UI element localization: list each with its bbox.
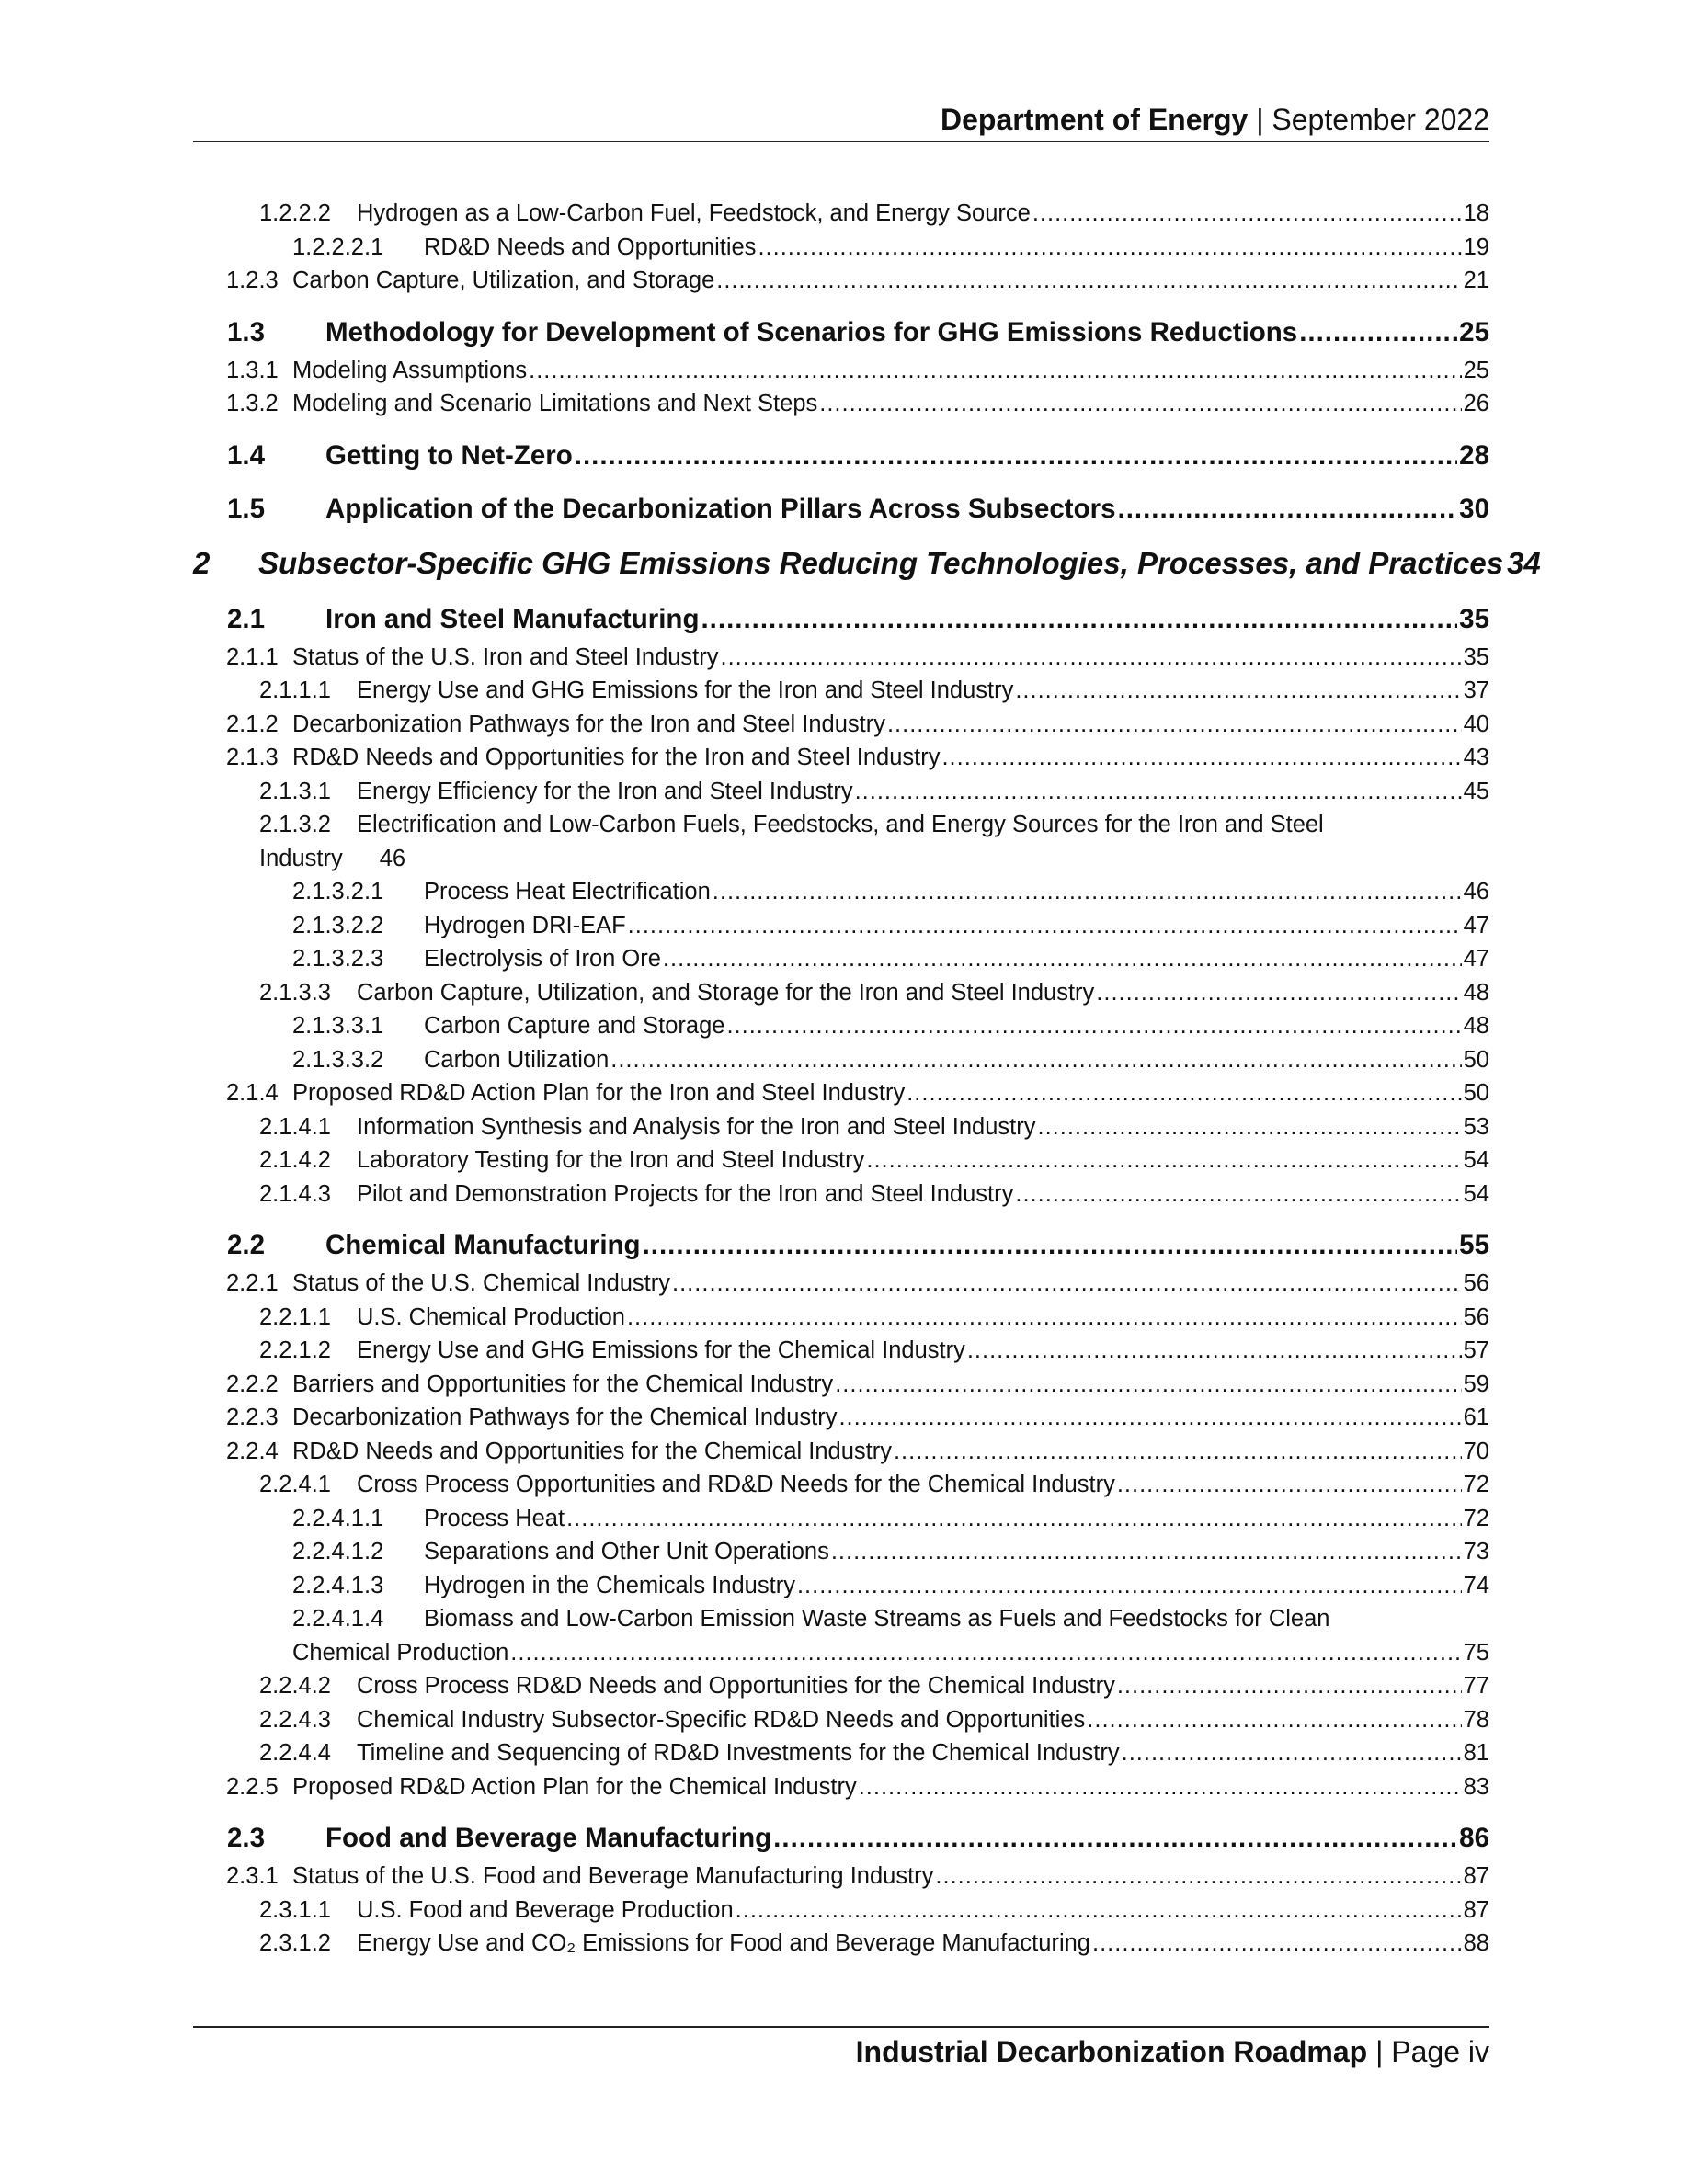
toc-entry-number: 2.2.5 — [226, 1773, 279, 1800]
toc-entry[interactable] — [193, 542, 1541, 585]
toc-leader-dots — [1015, 1177, 1461, 1211]
toc-entry-number: 2.2.2 — [226, 1371, 279, 1397]
toc-entry-page: 83 — [1463, 1773, 1489, 1800]
toc-entry-title: U.S. Chemical Production — [357, 1303, 625, 1330]
toc-entry-title: Hydrogen DRI-EAF — [424, 912, 626, 938]
toc-entry-number: 2.1.3.2.3 — [292, 946, 384, 972]
toc-entry[interactable] — [193, 1602, 1489, 1636]
toc-entry-page: 53 — [1463, 1113, 1489, 1140]
toc-entry-title: Energy Efficiency for the Iron and Steel Industry — [357, 778, 853, 804]
toc-leader-dots — [575, 438, 1457, 474]
toc-leader-dots — [887, 708, 1462, 742]
toc-entry-page: 55 — [1459, 1230, 1489, 1260]
toc-entry-title: Status of the U.S. Iron and Steel Industry — [292, 643, 719, 670]
toc-entry-number: 2.2 — [227, 1230, 266, 1260]
toc-entry-title: Energy Use and GHG Emissions for the Iron and Steel Industry — [357, 677, 1014, 703]
toc-entry-page: 25 — [1463, 357, 1489, 383]
toc-entry-number: 2.2.4.3 — [259, 1706, 331, 1733]
toc-entry-title: Energy Use and GHG Emissions for the Chemical Industry — [357, 1337, 965, 1363]
toc-entry-number: 2 — [193, 545, 211, 580]
toc-leader-dots — [907, 1076, 1461, 1110]
toc-entry-title: RD&D Needs and Opportunities for the Iron and Steel Industry — [292, 745, 941, 770]
toc-entry-page: 81 — [1463, 1740, 1489, 1766]
toc-entry-title: Status of the U.S. Food and Beverage Manufacturing Industry — [292, 1863, 934, 1889]
header-org: Department of Energy — [941, 103, 1249, 136]
toc-entry-page: 47 — [1463, 946, 1489, 972]
toc-entry-title: Pilot and Demonstration Projects for the Iron and Steel Industry — [357, 1180, 1014, 1207]
toc-leader-dots — [967, 1334, 1462, 1368]
toc-entry-page: 46 — [379, 845, 406, 871]
toc-entry-title: Subsector-Specific GHG Emissions Reducing Technologies, Processes, and Practices — [258, 545, 1504, 580]
toc-leader-dots — [835, 1368, 1461, 1402]
toc-entry[interactable] — [193, 1177, 1489, 1211]
toc-entry-page: 19 — [1463, 233, 1489, 260]
toc-entry-number: 1.2.2.2 — [259, 200, 331, 226]
toc-entry-page: 50 — [1463, 1080, 1489, 1106]
toc-entry-title: Cross Process Opportunities and RD&D Needs for the Chemical Industry — [357, 1472, 1115, 1497]
toc-leader-dots — [643, 1227, 1458, 1264]
toc-entry-number: 2.2.4.1.4 — [292, 1606, 384, 1632]
header-date: September 2022 — [1272, 103, 1489, 136]
toc-entry-page: 75 — [1463, 1639, 1489, 1666]
toc-entry-page: 28 — [1459, 439, 1489, 471]
toc-entry-page: 56 — [1463, 1303, 1489, 1330]
toc-entry-number: 2.3.1 — [226, 1863, 279, 1889]
toc-entry-number: 2.1.3.1 — [259, 778, 331, 804]
toc-entry[interactable] — [193, 314, 1489, 351]
toc-entry-page: 72 — [1463, 1505, 1489, 1531]
toc-entry-page: 72 — [1463, 1472, 1489, 1497]
toc-leader-dots — [716, 264, 1461, 298]
toc-entry-title: Process Heat — [424, 1505, 565, 1531]
toc-entry[interactable] — [193, 197, 1489, 231]
toc-entry[interactable] — [193, 1227, 1489, 1264]
toc-entry-title: Carbon Capture, Utilization, and Storage — [292, 267, 715, 293]
toc-entry-title: Decarbonization Pathways for the Chemical Industry — [292, 1405, 838, 1430]
toc-entry[interactable] — [193, 1535, 1489, 1569]
toc-entry-page: 43 — [1463, 745, 1489, 770]
toc-entry[interactable] — [193, 1301, 1489, 1335]
toc-leader-dots — [819, 387, 1461, 421]
toc-entry[interactable] — [193, 775, 1489, 809]
toc-entry-page: 61 — [1463, 1405, 1489, 1430]
toc-entry[interactable] — [193, 942, 1489, 976]
toc-leader-dots — [672, 1267, 1462, 1301]
toc-leader-dots — [797, 1569, 1462, 1603]
toc-entry-title: Energy Use and CO₂ Emissions for Food and Beverage Manufacturing — [357, 1930, 1090, 1956]
toc-entry-number: 2.2.4.1.2 — [292, 1539, 384, 1564]
toc-entry-page: 86 — [1459, 1823, 1489, 1853]
toc-entry-number: 2.3.1.1 — [259, 1896, 331, 1923]
toc-entry-number: 2.1.3.2 — [259, 812, 331, 837]
toc-entry-number: 2.2.3 — [226, 1405, 279, 1430]
toc-entry[interactable] — [193, 231, 1489, 265]
toc-entry-page: 87 — [1463, 1896, 1489, 1923]
toc-leader-dots — [1015, 674, 1461, 708]
toc-entry-title: Carbon Capture and Storage — [424, 1013, 725, 1039]
toc-entry-title: Modeling and Scenario Limitations and Next Steps — [292, 391, 818, 416]
toc-entry-number: 2.1.3.2.2 — [292, 912, 384, 938]
toc-entry-page: 54 — [1463, 1147, 1489, 1173]
toc-entry-number: 1.3 — [227, 316, 266, 347]
toc-entry-page: 56 — [1463, 1270, 1489, 1296]
toc-entry[interactable] — [193, 1043, 1489, 1077]
toc-entry-title: Hydrogen in the Chemicals Industry — [424, 1572, 795, 1598]
toc-entry-continuation[interactable] — [193, 1636, 1489, 1670]
toc-entry-title: Hydrogen as a Low-Carbon Fuel, Feedstock, and Energy Source — [357, 200, 1031, 226]
toc-entry[interactable] — [193, 1468, 1489, 1502]
toc-entry-number: 2.1.3.3.2 — [292, 1046, 384, 1073]
toc-entry[interactable] — [193, 1009, 1489, 1043]
toc-entry-title: Getting to Net-Zero — [325, 439, 573, 471]
toc-leader-dots — [663, 942, 1462, 976]
toc-entry-number: 2.3.1.2 — [259, 1930, 331, 1956]
footer-page: Page iv — [1391, 2035, 1489, 2068]
toc-entry-page: 74 — [1463, 1572, 1489, 1598]
toc-leader-dots — [529, 354, 1461, 388]
toc-leader-dots — [935, 1860, 1461, 1894]
toc-leader-dots — [701, 601, 1457, 638]
toc-entry[interactable] — [193, 808, 1489, 842]
toc-leader-dots — [1092, 1927, 1462, 1961]
toc-entry-page: 73 — [1463, 1539, 1489, 1564]
toc-entry-number: 2.2.1 — [226, 1270, 279, 1296]
toc-entry-number: 1.2.3 — [226, 267, 279, 293]
toc-leader-dots — [726, 1009, 1461, 1043]
toc-entry[interactable] — [193, 491, 1489, 528]
toc-leader-dots — [610, 1043, 1461, 1077]
toc-entry[interactable] — [193, 1569, 1489, 1603]
toc-entry-number: 2.2.4.1.3 — [292, 1572, 384, 1598]
toc-entry[interactable] — [193, 387, 1489, 421]
toc-entry-title: Proposed RD&D Action Plan for the Chemical Industry — [292, 1773, 857, 1800]
toc-entry-page: 35 — [1463, 643, 1489, 670]
toc-entry[interactable] — [193, 601, 1489, 638]
toc-leader-dots — [941, 741, 1461, 775]
toc-entry-number: 1.4 — [227, 439, 266, 471]
toc-entry-title: Barriers and Opportunities for the Chemical Industry — [292, 1371, 834, 1397]
toc-entry-title: Application of the Decarbonization Pillars Across Subsectors — [325, 493, 1116, 524]
toc-entry-number: 2.2.1.2 — [259, 1337, 331, 1363]
toc-entry-title-continuation: Industry — [259, 845, 343, 871]
toc-entry[interactable] — [193, 1860, 1489, 1894]
toc-entry-title-continuation: Chemical Production — [292, 1639, 509, 1666]
toc-entry-title: Timeline and Sequencing of RD&D Investments for the Chemical Industry — [357, 1740, 1120, 1766]
header-separator: | — [1256, 103, 1264, 136]
toc-entry[interactable] — [193, 1820, 1489, 1857]
page-footer — [193, 2031, 1489, 2072]
toc-entry-title: U.S. Food and Beverage Production — [357, 1896, 734, 1923]
toc-entry-page: 46 — [1463, 879, 1489, 904]
toc-leader-dots — [831, 1535, 1462, 1569]
toc-entry-page: 47 — [1463, 912, 1489, 938]
toc-entry-page: 40 — [1463, 711, 1489, 737]
toc-entry[interactable] — [193, 708, 1489, 742]
toc-entry-title: Modeling Assumptions — [292, 357, 528, 383]
toc-entry-page: 54 — [1463, 1180, 1489, 1207]
toc-leader-dots — [627, 1301, 1462, 1335]
toc-entry-number: 1.3.1 — [226, 357, 279, 383]
toc-leader-dots — [758, 231, 1461, 265]
toc-leader-dots — [1118, 491, 1458, 528]
toc-entry-title: Laboratory Testing for the Iron and Steel Industry — [357, 1147, 865, 1173]
toc-entry[interactable] — [193, 1927, 1489, 1961]
toc-entry-number: 2.1.3.3.1 — [292, 1013, 384, 1039]
toc-entry-number: 2.1.4.3 — [259, 1180, 331, 1207]
toc-entry-title: Chemical Industry Subsector-Specific RD&D Needs and Opportunities — [357, 1706, 1086, 1733]
toc-entry[interactable] — [193, 1368, 1489, 1402]
toc-entry-number: 2.2.4.1 — [259, 1472, 331, 1497]
toc-leader-dots — [855, 775, 1462, 809]
toc-leader-dots — [1122, 1736, 1462, 1770]
toc-entry-number: 2.2.1.1 — [259, 1303, 331, 1330]
toc-entry-continuation[interactable] — [193, 842, 1489, 876]
toc-entry-number: 2.1.3.3 — [259, 979, 331, 1006]
toc-entry-number: 2.1.3 — [226, 745, 279, 770]
toc-entry-page: 45 — [1463, 778, 1489, 804]
toc-entry-number: 2.1.1.1 — [259, 677, 331, 703]
toc-entry[interactable] — [193, 641, 1489, 675]
toc-leader-dots — [1038, 1110, 1462, 1144]
toc-leader-dots — [859, 1770, 1462, 1804]
toc-entry-title: Information Synthesis and Analysis for the Iron and Steel Industry — [357, 1113, 1036, 1140]
toc-entry-title: Food and Beverage Manufacturing — [325, 1823, 772, 1853]
toc-entry-page: 26 — [1463, 391, 1489, 416]
toc-entry[interactable] — [193, 1076, 1489, 1110]
toc-entry-page: 37 — [1463, 677, 1489, 703]
toc-entry-page: 30 — [1459, 493, 1489, 524]
toc-entry-number: 2.1.4.2 — [259, 1147, 331, 1173]
toc-entry-number: 2.3 — [227, 1823, 266, 1853]
toc-entry-title: Electrolysis of Iron Ore — [424, 946, 661, 972]
page-header — [193, 99, 1489, 140]
toc-entry[interactable] — [193, 354, 1489, 388]
toc-entry[interactable] — [193, 741, 1489, 775]
toc-entry-page: 59 — [1463, 1371, 1489, 1397]
toc-entry[interactable] — [193, 976, 1489, 1010]
toc-entry[interactable] — [193, 1736, 1489, 1770]
toc-entry-page: 70 — [1463, 1438, 1489, 1464]
toc-entry[interactable] — [193, 1669, 1489, 1703]
toc-leader-dots — [838, 1401, 1461, 1435]
toc-leader-dots — [628, 909, 1462, 943]
toc-entry-number: 2.1.2 — [226, 711, 279, 737]
toc-entry-page: 35 — [1459, 603, 1489, 634]
toc-entry-page: 77 — [1463, 1673, 1489, 1699]
toc-entry-number: 2.2.4.4 — [259, 1740, 331, 1766]
toc-entry-number: 2.2.4 — [226, 1438, 279, 1464]
toc-entry-page: 18 — [1463, 200, 1489, 226]
toc-leader-dots — [894, 1435, 1462, 1469]
toc-entry-title: Iron and Steel Manufacturing — [325, 603, 700, 634]
toc-entry-page: 78 — [1463, 1706, 1489, 1733]
toc-entry-number: 2.1.4.1 — [259, 1113, 331, 1140]
toc-leader-dots — [713, 875, 1462, 909]
toc-entry[interactable] — [193, 909, 1489, 943]
toc-entry-number: 2.1.1 — [226, 643, 279, 670]
toc-leader-dots — [736, 1894, 1462, 1928]
toc-entry-page: 34 — [1507, 545, 1541, 580]
toc-entry-number: 1.2.2.2.1 — [292, 233, 384, 260]
toc-entry-page: 57 — [1463, 1337, 1489, 1363]
toc-entry-page: 48 — [1463, 979, 1489, 1006]
toc-leader-dots — [1117, 1468, 1462, 1502]
toc-entry[interactable] — [193, 1143, 1489, 1177]
toc-entry-title: Proposed RD&D Action Plan for the Iron and Steel Industry — [292, 1080, 906, 1106]
toc-entry[interactable] — [193, 1502, 1489, 1536]
footer-separator: | — [1375, 2035, 1384, 2068]
toc-entry-title: Chemical Manufacturing — [325, 1230, 641, 1260]
toc-entry-title: Biomass and Low-Carbon Emission Waste Streams as Fuels and Feedstocks for Clean — [424, 1606, 1330, 1632]
footer-title: Industrial Decarbonization Roadmap — [855, 2035, 1368, 2068]
toc-entry-title: RD&D Needs and Opportunities — [424, 233, 757, 260]
footer-rule — [193, 2026, 1489, 2028]
toc-entry-number: 2.1 — [227, 603, 266, 634]
toc-leader-dots — [866, 1143, 1461, 1177]
toc-entry-number: 2.2.4.2 — [259, 1673, 331, 1699]
toc-entry[interactable] — [193, 438, 1489, 474]
toc-entry-number: 2.1.3.2.1 — [292, 879, 384, 904]
toc-entry-title: Status of the U.S. Chemical Industry — [292, 1270, 671, 1296]
toc-leader-dots — [721, 641, 1462, 675]
toc-entry[interactable] — [193, 1894, 1489, 1928]
toc-entry[interactable] — [193, 674, 1489, 708]
toc-entry-number: 1.3.2 — [226, 391, 279, 416]
toc-entry-title: Separations and Other Unit Operations — [424, 1539, 829, 1564]
toc-leader-dots — [510, 1636, 1461, 1670]
toc-entry-title: Electrification and Low-Carbon Fuels, Feedstocks, and Energy Sources for the Iron and Steel — [357, 812, 1324, 837]
toc-entry-title: Carbon Capture, Utilization, and Storage for the Iron and Steel Industry — [357, 979, 1095, 1006]
toc-entry-page: 50 — [1463, 1046, 1489, 1073]
toc-entry-number: 2.1.4 — [226, 1080, 279, 1106]
toc-leader-dots — [1096, 976, 1461, 1010]
toc-entry[interactable] — [193, 875, 1489, 909]
toc-leader-dots — [1032, 197, 1462, 231]
toc-entry-title: RD&D Needs and Opportunities for the Chemical Industry — [292, 1438, 892, 1464]
toc-leader-dots — [1299, 314, 1457, 351]
toc-leader-dots — [1087, 1703, 1461, 1737]
toc-leader-dots — [1117, 1669, 1462, 1703]
toc-entry-page: 48 — [1463, 1013, 1489, 1039]
toc-entry-title: Methodology for Development of Scenarios for GHG Emissions Reductions — [325, 316, 1298, 347]
toc-entry-number: 2.2.4.1.1 — [292, 1505, 384, 1531]
toc-entry[interactable] — [193, 1110, 1489, 1144]
table-of-contents — [193, 197, 1541, 1961]
toc-entry-page: 21 — [1463, 267, 1489, 293]
toc-entry[interactable] — [193, 1267, 1489, 1301]
toc-entry[interactable] — [193, 264, 1489, 298]
toc-entry-number: 1.5 — [227, 493, 266, 524]
toc-entry[interactable] — [193, 1703, 1489, 1737]
toc-entry-title: Carbon Utilization — [424, 1046, 610, 1073]
header-rule — [193, 141, 1489, 142]
toc-leader-dots — [773, 1820, 1457, 1857]
toc-entry-page: 25 — [1459, 316, 1489, 347]
toc-entry[interactable] — [193, 1334, 1489, 1368]
toc-entry-title: Decarbonization Pathways for the Iron and Steel Industry — [292, 711, 885, 737]
toc-entry-title: Cross Process RD&D Needs and Opportunities for the Chemical Industry — [357, 1673, 1115, 1699]
toc-entry[interactable] — [193, 1770, 1489, 1804]
toc-entry-title: Process Heat Electrification — [424, 879, 711, 904]
toc-leader-dots — [566, 1502, 1462, 1536]
toc-entry-page: 88 — [1463, 1930, 1489, 1956]
toc-entry[interactable] — [193, 1401, 1489, 1435]
toc-entry-page: 87 — [1463, 1863, 1489, 1889]
toc-entry[interactable] — [193, 1435, 1489, 1469]
